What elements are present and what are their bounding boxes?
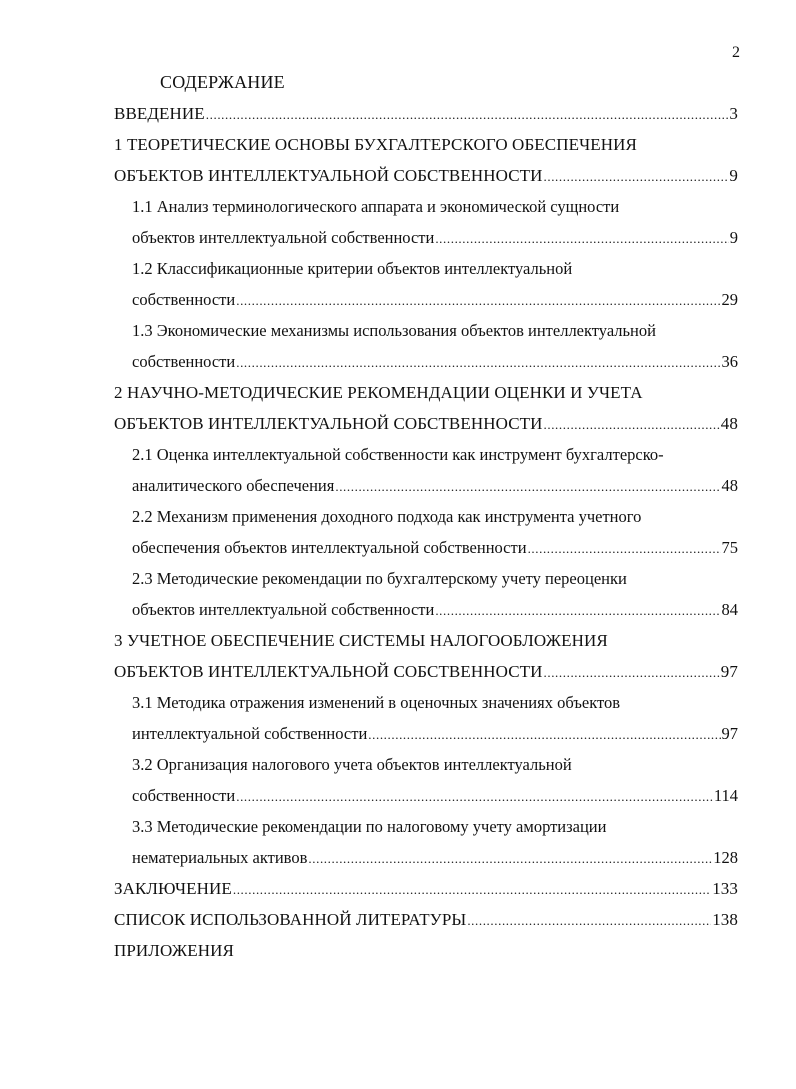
toc-section-1-1-tail[interactable] [132, 228, 738, 254]
dot-leader [544, 418, 720, 431]
toc-entry-appendices[interactable] [114, 941, 738, 967]
toc-entry-label: 1.2 Классификационные критерии объектов интеллектуальной [132, 259, 573, 278]
toc-entry-label: ОБЪЕКТОВ ИНТЕЛЛЕКТУАЛЬНОЙ СОБСТВЕННОСТИ [114, 166, 543, 185]
toc-entry-page: 84 [721, 600, 738, 619]
toc-section-2-2-heading[interactable] [132, 507, 738, 533]
toc-section-3-3-tail[interactable] [132, 848, 738, 874]
toc-section-3-2-heading[interactable] [132, 755, 738, 781]
toc-section-1-3-heading[interactable] [132, 321, 738, 347]
toc-section-1-1-heading[interactable] [132, 197, 738, 223]
toc-section-3-1-heading[interactable] [132, 693, 738, 719]
toc-entry-conclusion[interactable] [114, 879, 738, 905]
toc-entry-label: ВВЕДЕНИЕ [114, 104, 205, 123]
dot-leader [206, 108, 729, 121]
toc-entry-page: 138 [712, 910, 738, 929]
toc-entry-page: 128 [713, 848, 738, 867]
dot-leader [236, 294, 720, 307]
toc-entry-label: интеллектуальной собственности [132, 724, 368, 743]
toc-section-3-1-tail[interactable] [132, 724, 738, 750]
toc-entry-label: 3.2 Организация налогового учета объектов интеллектуальной [132, 755, 572, 774]
page-number: 2 [732, 44, 740, 61]
toc-section-3-2-tail[interactable] [132, 786, 738, 812]
toc-entry-page: 36 [721, 352, 738, 371]
toc-entry-label: 1.1 Анализ терминологического аппарата и экономической сущности [132, 197, 620, 216]
toc-entry-label: 2.1 Оценка интеллектуальной собственности как инструмент бухгалтерско- [132, 445, 664, 464]
toc-entry-page: 114 [713, 786, 738, 805]
toc-entry-label: ПРИЛОЖЕНИЯ [114, 941, 234, 960]
toc-entry-page: 75 [721, 538, 738, 557]
toc-chapter-3-tail[interactable] [114, 662, 738, 688]
toc-entry-page: 97 [721, 724, 738, 743]
dot-leader [435, 232, 728, 245]
toc-entry-page: 48 [721, 476, 738, 495]
dot-leader [528, 542, 721, 555]
toc-section-2-1-heading[interactable] [132, 445, 738, 471]
toc-section-2-1-tail[interactable] [132, 476, 738, 502]
toc-entry-label: нематериальных активов [132, 848, 308, 867]
toc-entry-label: собственности [132, 786, 236, 805]
toc-entry-label: 3.1 Методика отражения изменений в оценочных значениях объектов [132, 693, 621, 712]
toc-section-1-2-tail[interactable] [132, 290, 738, 316]
dot-leader [544, 666, 720, 679]
dot-leader [308, 852, 712, 865]
toc-entry-page: 3 [729, 104, 738, 123]
toc-entry-label: собственности [132, 290, 236, 309]
dot-leader [467, 914, 711, 927]
toc-section-2-2-tail[interactable] [132, 538, 738, 564]
toc-entry-page: 29 [721, 290, 738, 309]
toc-entry-label: ЗАКЛЮЧЕНИЕ [114, 879, 232, 898]
toc-entry-label: 2 НАУЧНО-МЕТОДИЧЕСКИЕ РЕКОМЕНДАЦИИ ОЦЕНКИ И УЧЕТА [114, 383, 643, 402]
toc-chapter-3-heading[interactable] [114, 631, 738, 657]
dot-leader [335, 480, 720, 493]
dot-leader [435, 604, 720, 617]
toc-section-2-3-tail[interactable] [132, 600, 738, 626]
toc-entry-label: 3.3 Методические рекомендации по налоговому учету амортизации [132, 817, 607, 836]
toc-section-1-2-heading[interactable] [132, 259, 738, 285]
toc-entry-references[interactable] [114, 910, 738, 936]
dot-leader [236, 790, 713, 803]
toc-section-2-3-heading[interactable] [132, 569, 738, 595]
toc-entry-page: 48 [720, 414, 738, 433]
toc-chapter-2-tail[interactable] [114, 414, 738, 440]
toc-entry-label: СПИСОК ИСПОЛЬЗОВАННОЙ ЛИТЕРАТУРЫ [114, 910, 467, 929]
toc-title: СОДЕРЖАНИЕ [160, 72, 285, 92]
toc-entry-label: собственности [132, 352, 236, 371]
toc-entry-label: 2.2 Механизм применения доходного подхода как инструмента учетного [132, 507, 642, 526]
toc-entry-introduction[interactable] [114, 104, 738, 130]
toc-section-3-3-heading[interactable] [132, 817, 738, 843]
toc-entry-label: ОБЪЕКТОВ ИНТЕЛЛЕКТУАЛЬНОЙ СОБСТВЕННОСТИ [114, 662, 543, 681]
toc-chapter-1-heading[interactable] [114, 135, 738, 161]
toc-entry-label: объектов интеллектуальной собственности [132, 600, 435, 619]
toc-entry-page: 9 [729, 228, 738, 247]
toc-entry-label: 1.3 Экономические механизмы использования объектов интеллектуальной [132, 321, 656, 340]
toc-entry-label: объектов интеллектуальной собственности [132, 228, 435, 247]
dot-leader [544, 170, 729, 183]
toc-entry-page: 133 [712, 879, 738, 898]
toc-chapter-1-tail[interactable] [114, 166, 738, 192]
dot-leader [233, 883, 711, 896]
toc-entry-page: 9 [729, 166, 738, 185]
toc-entry-label: аналитического обеспечения [132, 476, 335, 495]
dot-leader [236, 356, 720, 369]
toc-section-1-3-tail[interactable] [132, 352, 738, 378]
toc-entry-label: 3 УЧЕТНОЕ ОБЕСПЕЧЕНИЕ СИСТЕМЫ НАЛОГООБЛОЖЕНИЯ [114, 631, 608, 650]
toc-entry-label: обеспечения объектов интеллектуальной собственности [132, 538, 527, 557]
toc-entry-label: ОБЪЕКТОВ ИНТЕЛЛЕКТУАЛЬНОЙ СОБСТВЕННОСТИ [114, 414, 543, 433]
toc-entry-label: 2.3 Методические рекомендации по бухгалтерскому учету переоценки [132, 569, 627, 588]
toc-entry-label: 1 ТЕОРЕТИЧЕСКИЕ ОСНОВЫ БУХГАЛТЕРСКОГО ОБЕСПЕЧЕНИЯ [114, 135, 637, 154]
toc-entry-page: 97 [720, 662, 738, 681]
dot-leader [368, 728, 720, 741]
toc-chapter-2-heading[interactable] [114, 383, 738, 409]
